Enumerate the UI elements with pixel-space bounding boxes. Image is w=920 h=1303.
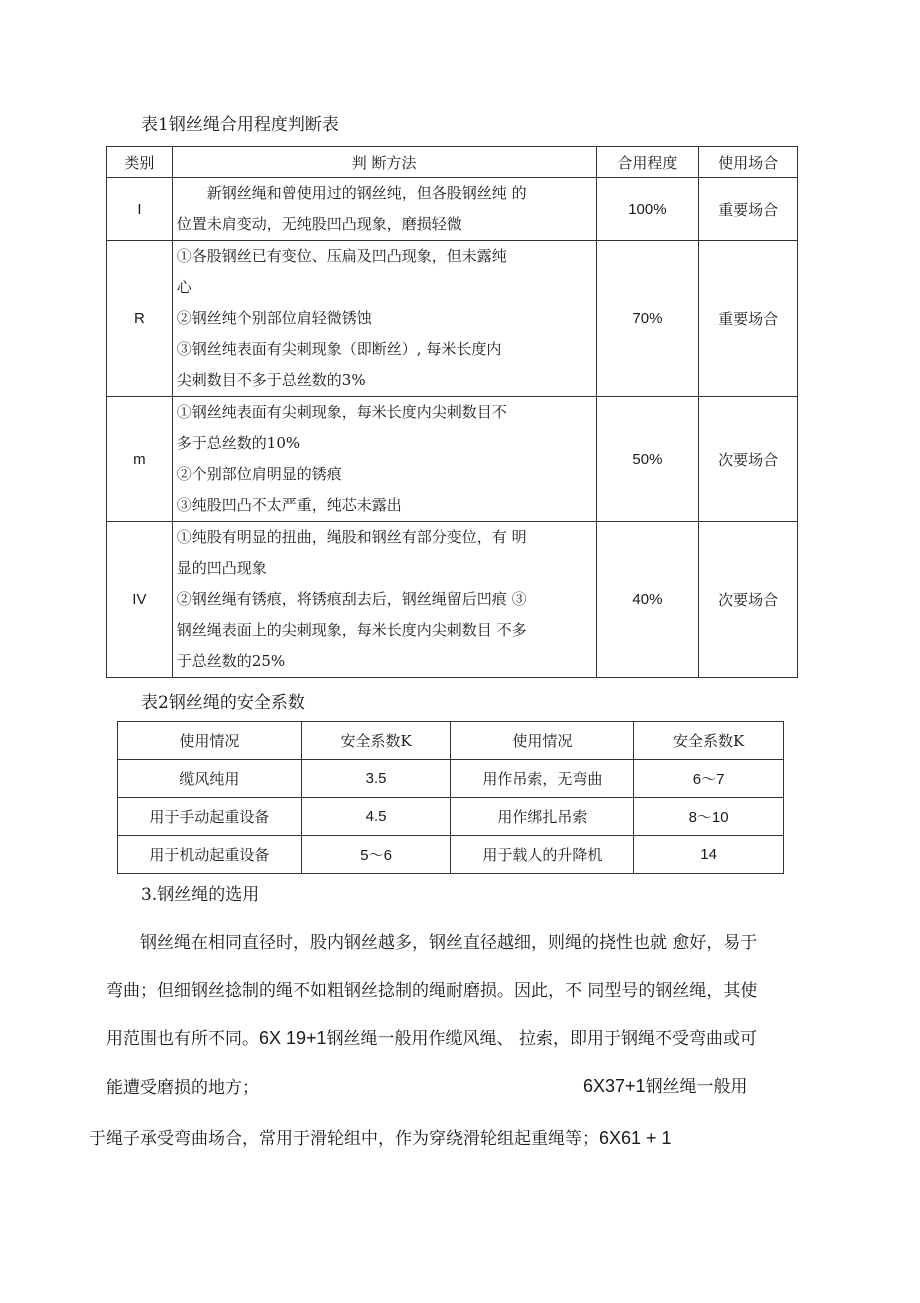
- method-cell: [172, 522, 596, 678]
- usage-cell: 缆风纯用: [118, 760, 302, 798]
- factor-cell: 4.5: [301, 798, 451, 836]
- table-row: [118, 798, 784, 836]
- method-line: ①纯股有明显的扭曲，绳股和钢丝有部分变位，有 明: [176, 528, 527, 546]
- degree-cell: 70%: [596, 241, 699, 397]
- table1: [106, 146, 798, 678]
- method-line: 尖刺数目不多于总丝数的3%: [176, 371, 366, 389]
- rope-spec: 6X61 + 1: [599, 1128, 672, 1148]
- method-line: 心: [176, 278, 192, 296]
- usage-cell: 次要场合: [699, 397, 798, 522]
- degree-cell: 100%: [596, 178, 699, 241]
- body-line: 钢丝绳在相同直径时，股内钢丝越多，钢丝直径越细，则绳的挠性也就 愈好，易于: [106, 933, 758, 953]
- table-row: [107, 397, 798, 522]
- usage-cell: 用于载人的升降机: [451, 836, 634, 874]
- method-line: ③钢丝纯表面有尖刺现象（即断丝）, 每米长度内: [176, 340, 502, 358]
- method-cell: [172, 178, 596, 241]
- degree-cell: 40%: [596, 522, 699, 678]
- factor-cell: 8～10: [634, 798, 784, 836]
- degree-cell: 50%: [596, 397, 699, 522]
- method-line: ②钢丝绳有锈痕，将锈痕刮去后，钢丝绳留后凹痕 ③: [176, 590, 527, 608]
- factor-cell: 3.5: [301, 760, 451, 798]
- method-cell: [172, 241, 596, 397]
- table2-caption: 表2钢丝绳的安全系数: [141, 693, 305, 713]
- method-line: ①钢丝纯表面有尖刺现象，每米长度内尖刺数目不: [176, 403, 507, 421]
- table-row: [118, 836, 784, 874]
- table-row: [107, 522, 798, 678]
- table1-caption: 表1钢丝绳合用程度判断表: [141, 115, 339, 135]
- method-line: 钢丝绳表面上的尖刺现象，每米长度内尖刺数目 不多: [176, 621, 527, 639]
- section-heading: 3.钢丝绳的选用: [141, 885, 260, 905]
- table1-header-degree: 合用程度: [596, 147, 699, 178]
- body-text: 于绳子承受弯曲场合，常用于滑轮组中，作为穿绕滑轮组起重绳等；: [89, 1129, 599, 1149]
- table-row: [107, 178, 798, 241]
- method-cell: [172, 397, 596, 522]
- rope-spec: 6X37+1: [583, 1076, 646, 1096]
- factor-cell: 6～7: [634, 760, 784, 798]
- table1-header-usage: 使用场合: [699, 147, 798, 178]
- body-line: [106, 1024, 757, 1049]
- table2-header-factor: 安全系数K: [301, 722, 451, 760]
- method-line: ②钢丝纯个别部位肩轻微锈蚀: [176, 309, 372, 327]
- table2-header-usage: 使用情况: [451, 722, 634, 760]
- table1-header-row: [107, 147, 798, 178]
- body-text: 钢丝绳一般用: [645, 1077, 748, 1097]
- usage-cell: 用于机动起重设备: [118, 836, 302, 874]
- table2-header-row: [118, 722, 784, 760]
- body-line: [583, 1072, 748, 1097]
- body-line: [89, 1124, 672, 1149]
- table1-header-method: 判 断方法: [172, 147, 596, 178]
- table2-header-usage: 使用情况: [118, 722, 302, 760]
- body-line: 弯曲；但细钢丝捻制的绳不如粗钢丝捻制的绳耐磨损。因此，不 同型号的钢丝绳，其使: [106, 981, 758, 1001]
- usage-cell: 用于手动起重设备: [118, 798, 302, 836]
- usage-cell: 用作绑扎吊索: [451, 798, 634, 836]
- category-cell: I: [107, 178, 173, 241]
- usage-cell: 次要场合: [699, 522, 798, 678]
- method-line: ②个别部位肩明显的锈痕: [176, 465, 342, 483]
- table1-header-category: 类别: [107, 147, 173, 178]
- category-cell: m: [107, 397, 173, 522]
- factor-cell: 14: [634, 836, 784, 874]
- method-line: 显的凹凸现象: [176, 559, 267, 577]
- body-text: 用范围也有所不同。: [106, 1029, 259, 1049]
- category-cell: IV: [107, 522, 173, 678]
- method-line: ③纯股凹凸不太严重，纯芯未露出: [176, 496, 402, 514]
- usage-cell: 用作吊索，无弯曲: [451, 760, 634, 798]
- method-line: 多于总丝数的10%: [176, 434, 301, 452]
- body-text: 钢丝绳一般用作缆风绳、 拉索，即用于钢绳不受弯曲或可: [326, 1029, 757, 1049]
- category-cell: R: [107, 241, 173, 397]
- table2: [117, 721, 784, 874]
- usage-cell: 重要场合: [699, 178, 798, 241]
- method-line: 位置未肩变动，无纯股凹凸现象，磨损轻微: [176, 215, 462, 233]
- body-line: 能遭受磨损的地方；: [106, 1078, 259, 1098]
- table-row: [118, 760, 784, 798]
- method-line: 于总丝数的25%: [176, 652, 286, 670]
- method-line: ①各股钢丝已有变位、压扁及凹凸现象，但未露纯: [176, 247, 507, 265]
- usage-cell: 重要场合: [699, 241, 798, 397]
- table-row: [107, 241, 798, 397]
- rope-spec: 6X 19+1: [259, 1028, 327, 1048]
- factor-cell: 5～6: [301, 836, 451, 874]
- table2-header-factor: 安全系数K: [634, 722, 784, 760]
- method-line: 新钢丝绳和曾使用过的钢丝纯，但各股钢丝纯 的: [176, 184, 527, 202]
